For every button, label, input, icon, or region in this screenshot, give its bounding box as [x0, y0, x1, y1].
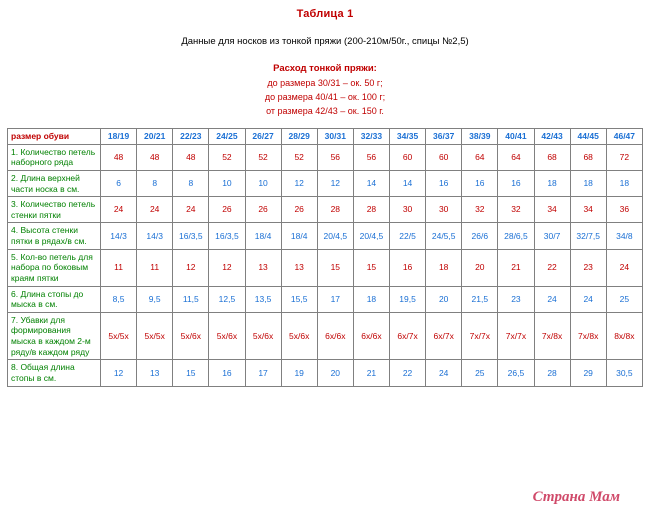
- cell-r6-c9: 20: [426, 286, 462, 312]
- cell-r8-c9: 24: [426, 360, 462, 386]
- header-size-13: 44/45: [570, 129, 606, 145]
- socks-data-table: [7, 128, 643, 387]
- cell-r7-c11: 7х/7х: [498, 312, 534, 360]
- cell-r4-c8: 22/5: [390, 223, 426, 249]
- cell-r5-c8: 16: [390, 249, 426, 286]
- cell-r3-c5: 26: [281, 197, 317, 223]
- cell-r6-c7: 18: [353, 286, 389, 312]
- cell-r5-c0: 11: [101, 249, 137, 286]
- cell-r3-c0: 24: [101, 197, 137, 223]
- cell-r3-c10: 32: [462, 197, 498, 223]
- row-label-4: 4. Высота стенки пятки в рядах/в см.: [8, 223, 101, 249]
- cell-r1-c1: 48: [137, 144, 173, 170]
- cell-r3-c4: 26: [245, 197, 281, 223]
- cell-r8-c7: 21: [353, 360, 389, 386]
- cell-r6-c10: 21,5: [462, 286, 498, 312]
- cell-r7-c6: 6х/6х: [317, 312, 353, 360]
- cell-r7-c1: 5х/5х: [137, 312, 173, 360]
- cell-r4-c11: 28/6,5: [498, 223, 534, 249]
- cell-r2-c5: 12: [281, 170, 317, 196]
- cell-r4-c13: 32/7,5: [570, 223, 606, 249]
- cell-r3-c1: 24: [137, 197, 173, 223]
- table-row: [8, 197, 643, 223]
- cell-r3-c11: 32: [498, 197, 534, 223]
- cell-r7-c2: 5х/6х: [173, 312, 209, 360]
- cell-r8-c3: 16: [209, 360, 245, 386]
- yarn-consumption-line-2: до размера 40/41 – ок. 100 г;: [264, 92, 386, 102]
- table-row: [8, 223, 643, 249]
- cell-r6-c8: 19,5: [390, 286, 426, 312]
- cell-r4-c4: 18/4: [245, 223, 281, 249]
- cell-r5-c13: 23: [570, 249, 606, 286]
- cell-r4-c1: 14/3: [137, 223, 173, 249]
- cell-r5-c1: 11: [137, 249, 173, 286]
- cell-r1-c3: 52: [209, 144, 245, 170]
- table-row: [8, 144, 643, 170]
- cell-r1-c6: 56: [317, 144, 353, 170]
- cell-r1-c10: 64: [462, 144, 498, 170]
- cell-r5-c9: 18: [426, 249, 462, 286]
- cell-r8-c1: 13: [137, 360, 173, 386]
- cell-r2-c13: 18: [570, 170, 606, 196]
- cell-r7-c7: 6х/6х: [353, 312, 389, 360]
- cell-r2-c14: 18: [606, 170, 642, 196]
- cell-r5-c11: 21: [498, 249, 534, 286]
- cell-r3-c12: 34: [534, 197, 570, 223]
- cell-r2-c4: 10: [245, 170, 281, 196]
- cell-r8-c12: 28: [534, 360, 570, 386]
- cell-r5-c14: 24: [606, 249, 642, 286]
- cell-r6-c11: 23: [498, 286, 534, 312]
- cell-r8-c13: 29: [570, 360, 606, 386]
- cell-r4-c12: 30/7: [534, 223, 570, 249]
- cell-r7-c8: 6х/7х: [390, 312, 426, 360]
- cell-r8-c0: 12: [101, 360, 137, 386]
- cell-r1-c4: 52: [245, 144, 281, 170]
- cell-r6-c2: 11,5: [173, 286, 209, 312]
- cell-r5-c7: 15: [353, 249, 389, 286]
- cell-r2-c3: 10: [209, 170, 245, 196]
- cell-r8-c4: 17: [245, 360, 281, 386]
- header-size-9: 36/37: [426, 129, 462, 145]
- cell-r1-c2: 48: [173, 144, 209, 170]
- header-size-3: 24/25: [209, 129, 245, 145]
- cell-r4-c6: 20/4,5: [317, 223, 353, 249]
- table-header-row: [8, 129, 643, 145]
- cell-r4-c10: 26/6: [462, 223, 498, 249]
- cell-r3-c8: 30: [390, 197, 426, 223]
- cell-r5-c3: 12: [209, 249, 245, 286]
- cell-r1-c11: 64: [498, 144, 534, 170]
- cell-r3-c6: 28: [317, 197, 353, 223]
- header-size-0: 18/19: [101, 129, 137, 145]
- cell-r2-c11: 16: [498, 170, 534, 196]
- cell-r3-c13: 34: [570, 197, 606, 223]
- cell-r4-c7: 20/4,5: [353, 223, 389, 249]
- cell-r5-c6: 15: [317, 249, 353, 286]
- document-page: [0, 8, 650, 514]
- cell-r2-c0: 6: [101, 170, 137, 196]
- row-label-3: 3. Количество петель стенки пятки: [8, 197, 101, 223]
- cell-r7-c10: 7х/7х: [462, 312, 498, 360]
- yarn-consumption-line-1: до размера 30/31 – ок. 50 г;: [267, 78, 383, 88]
- cell-r4-c14: 34/8: [606, 223, 642, 249]
- cell-r3-c14: 36: [606, 197, 642, 223]
- cell-r7-c13: 7х/8х: [570, 312, 606, 360]
- header-size-14: 46/47: [606, 129, 642, 145]
- cell-r1-c8: 60: [390, 144, 426, 170]
- cell-r5-c4: 13: [245, 249, 281, 286]
- cell-r3-c9: 30: [426, 197, 462, 223]
- cell-r5-c5: 13: [281, 249, 317, 286]
- cell-r7-c5: 5х/6х: [281, 312, 317, 360]
- cell-r6-c0: 8,5: [101, 286, 137, 312]
- header-shoe-size-label: размер обуви: [8, 129, 101, 145]
- cell-r7-c9: 6х/7х: [426, 312, 462, 360]
- cell-r8-c10: 25: [462, 360, 498, 386]
- cell-r2-c7: 14: [353, 170, 389, 196]
- page-subtitle: Данные для носков из тонкой пряжи (200-210м/50г., спицы №2,5): [181, 36, 469, 47]
- row-label-7: 7. Убавки для формирования мыска в каждом 2-м ряду/в каждом ряду: [8, 312, 101, 360]
- cell-r6-c5: 15,5: [281, 286, 317, 312]
- cell-r5-c2: 12: [173, 249, 209, 286]
- page-title: Таблица 1: [296, 8, 354, 20]
- cell-r2-c9: 16: [426, 170, 462, 196]
- cell-r8-c11: 26,5: [498, 360, 534, 386]
- cell-r7-c3: 5х/6х: [209, 312, 245, 360]
- table-row: [8, 286, 643, 312]
- table-row: [8, 170, 643, 196]
- table-row: [8, 360, 643, 386]
- cell-r2-c12: 18: [534, 170, 570, 196]
- row-label-5: 5. Кол-во петель для набора по боковым краям пятки: [8, 249, 101, 286]
- cell-r6-c14: 25: [606, 286, 642, 312]
- cell-r2-c1: 8: [137, 170, 173, 196]
- header-size-6: 30/31: [317, 129, 353, 145]
- cell-r3-c7: 28: [353, 197, 389, 223]
- cell-r2-c6: 12: [317, 170, 353, 196]
- cell-r7-c14: 8х/8х: [606, 312, 642, 360]
- watermark: Страна Мам: [532, 489, 620, 505]
- cell-r1-c5: 52: [281, 144, 317, 170]
- table-row: [8, 312, 643, 360]
- header-size-4: 26/27: [245, 129, 281, 145]
- header-size-10: 38/39: [462, 129, 498, 145]
- cell-r2-c10: 16: [462, 170, 498, 196]
- row-label-6: 6. Длина стопы до мыска в см.: [8, 286, 101, 312]
- cell-r8-c5: 19: [281, 360, 317, 386]
- row-label-8: 8. Общая длина стопы в см.: [8, 360, 101, 386]
- cell-r1-c0: 48: [101, 144, 137, 170]
- cell-r2-c2: 8: [173, 170, 209, 196]
- cell-r6-c1: 9,5: [137, 286, 173, 312]
- cell-r5-c10: 20: [462, 249, 498, 286]
- cell-r6-c12: 24: [534, 286, 570, 312]
- cell-r8-c2: 15: [173, 360, 209, 386]
- cell-r8-c14: 30,5: [606, 360, 642, 386]
- cell-r2-c8: 14: [390, 170, 426, 196]
- cell-r8-c8: 22: [390, 360, 426, 386]
- row-label-2: 2. Длина верхней части носка в см.: [8, 170, 101, 196]
- header-size-12: 42/43: [534, 129, 570, 145]
- cell-r6-c13: 24: [570, 286, 606, 312]
- cell-r1-c12: 68: [534, 144, 570, 170]
- yarn-consumption-line-3: от размера 42/43 – ок. 150 г.: [266, 106, 384, 116]
- cell-r4-c5: 18/4: [281, 223, 317, 249]
- cell-r8-c6: 20: [317, 360, 353, 386]
- header-size-1: 20/21: [137, 129, 173, 145]
- yarn-consumption-heading: Расход тонкой пряжи:: [273, 63, 377, 74]
- table-row: [8, 249, 643, 286]
- cell-r4-c0: 14/3: [101, 223, 137, 249]
- cell-r4-c3: 16/3,5: [209, 223, 245, 249]
- cell-r5-c12: 22: [534, 249, 570, 286]
- cell-r1-c9: 60: [426, 144, 462, 170]
- cell-r7-c4: 5х/6х: [245, 312, 281, 360]
- cell-r1-c13: 68: [570, 144, 606, 170]
- header-size-2: 22/23: [173, 129, 209, 145]
- header-size-5: 28/29: [281, 129, 317, 145]
- header-size-11: 40/41: [498, 129, 534, 145]
- row-label-1: 1. Количество петель наборного ряда: [8, 144, 101, 170]
- cell-r4-c9: 24/5,5: [426, 223, 462, 249]
- cell-r1-c14: 72: [606, 144, 642, 170]
- header-size-7: 32/33: [353, 129, 389, 145]
- header-size-8: 34/35: [390, 129, 426, 145]
- cell-r3-c3: 26: [209, 197, 245, 223]
- cell-r6-c3: 12,5: [209, 286, 245, 312]
- cell-r7-c12: 7х/8х: [534, 312, 570, 360]
- cell-r4-c2: 16/3,5: [173, 223, 209, 249]
- cell-r6-c6: 17: [317, 286, 353, 312]
- cell-r3-c2: 24: [173, 197, 209, 223]
- cell-r1-c7: 56: [353, 144, 389, 170]
- cell-r6-c4: 13,5: [245, 286, 281, 312]
- cell-r7-c0: 5х/5х: [101, 312, 137, 360]
